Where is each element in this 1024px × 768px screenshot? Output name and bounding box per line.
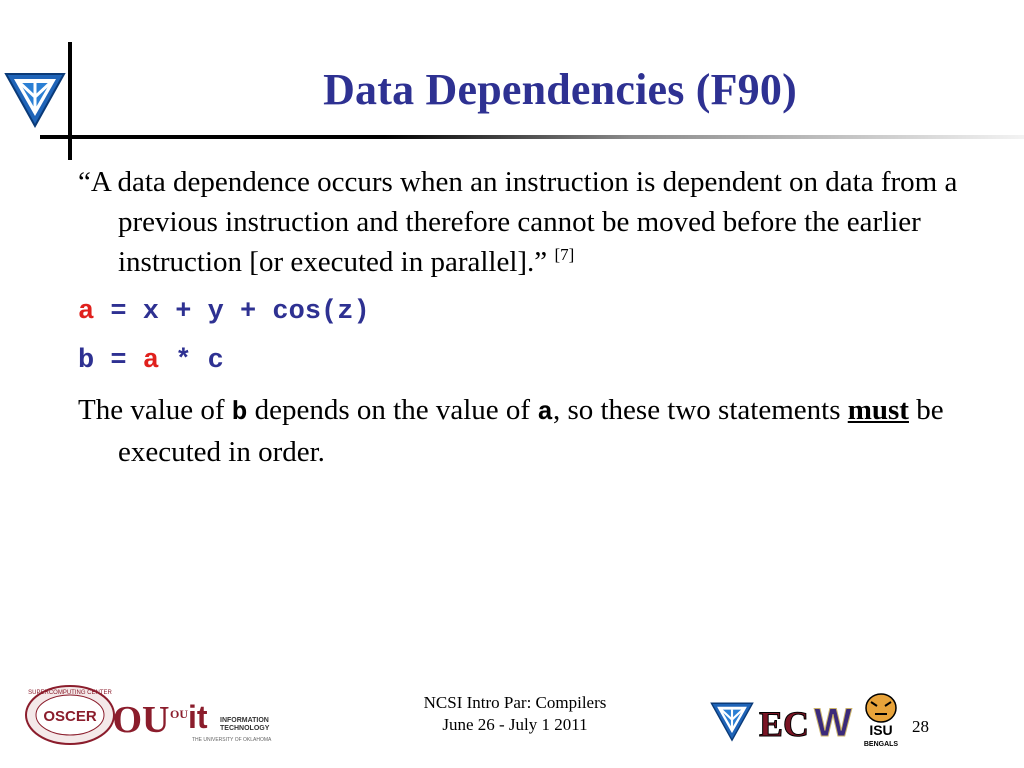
code-var-a-ref: a (142, 346, 160, 376)
explanation-text-4: be executed in order. (118, 394, 944, 468)
ncsi-triangle-logo-icon (710, 700, 754, 742)
explanation-var-b: b (231, 397, 248, 427)
w-logo-icon (808, 698, 858, 745)
quote-text: “A data dependence occurs when an instruction is dependent on data from a previous instruction and therefore cannot be moved before the earlier instruction [or executed in parallel].” (78, 166, 958, 278)
explanation-var-a: a (537, 397, 553, 427)
explanation-text-2: depends on the value of (247, 394, 538, 426)
oscer-logo-icon (24, 684, 116, 746)
code-line-1-rest: = x + y + cos(z) (94, 297, 370, 327)
isu-text: ISU (869, 722, 893, 738)
it-sub-text: THE UNIVERSITY OF OKLAHOMA (192, 737, 272, 743)
code-line-2 (78, 341, 958, 381)
ou-logo-icon (112, 686, 170, 746)
it-line1-text: INFORMATION (220, 717, 269, 724)
it-line2-text: TECHNOLOGY (220, 725, 270, 732)
code-line-2-start: b = (78, 346, 143, 376)
explanation-text-1: The value of (78, 394, 232, 426)
header-horizontal-rule (40, 135, 1024, 139)
ou-text: OU (112, 699, 170, 741)
triangle-logo-icon (4, 70, 66, 128)
explanation-must: must (847, 394, 909, 426)
ou-it-logo-icon (168, 688, 288, 746)
w-text: W (814, 701, 852, 745)
citation: [7] (554, 245, 575, 264)
ecu-text: EC (758, 704, 810, 744)
explanation-text-3: , so these two statements (552, 394, 848, 426)
bengals-text: BENGALS (863, 741, 899, 748)
page-number: 28 (912, 717, 929, 736)
header-vertical-rule (68, 42, 72, 160)
code-line-2-rest: * c (159, 346, 224, 376)
footer-line-1: NCSI Intro Par: Compilers (423, 693, 607, 712)
it-small-ou-text: OU (170, 707, 188, 721)
code-line-1 (78, 292, 958, 332)
ecu-logo-icon (760, 696, 808, 746)
oscer-ring-text: SUPERCOMPUTING CENTER (28, 690, 112, 696)
slide-body (78, 162, 958, 472)
isu-bengals-logo-icon (858, 690, 904, 750)
it-text: it (188, 699, 208, 735)
slide-title: Data Dependencies (F90) (323, 65, 797, 114)
oscer-text: OSCER (43, 708, 97, 725)
quote-paragraph (78, 162, 958, 282)
footer-text (370, 692, 660, 736)
code-var-a: a (78, 297, 95, 327)
footer-line-2: June 26 - July 1 2011 (442, 715, 588, 734)
explanation-paragraph (78, 390, 958, 472)
